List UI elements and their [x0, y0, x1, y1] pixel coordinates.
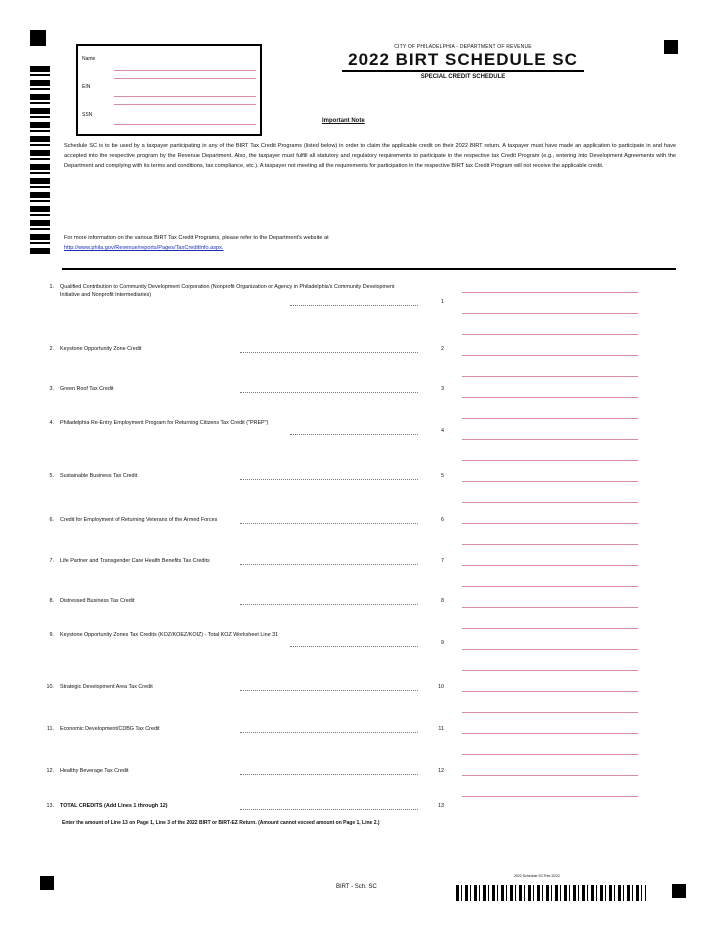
form-code: BIRT - Sch. SC	[336, 884, 377, 890]
line-description: Healthy Beverage Tax Credit	[60, 768, 129, 774]
title-rule	[342, 70, 584, 72]
vertical-barcode	[30, 66, 50, 254]
more-info	[64, 233, 676, 253]
line-ref-number: 10	[438, 684, 444, 690]
dot-leader	[240, 564, 418, 565]
line-description: Sustainable Business Tax Credit	[60, 473, 138, 479]
line-description: Credit for Employment of Returning Veterans of the Armed Forces	[60, 517, 218, 523]
dot-leader	[240, 479, 418, 480]
line-number: 7.	[49, 558, 54, 564]
line-number: 4.	[49, 420, 54, 426]
registration-mark-bottom-right	[672, 884, 686, 898]
amount-entry-line[interactable]	[462, 397, 638, 398]
more-info-text: For more information on the various BIRT Tax Credit Programs, please refer to the Department's website at	[64, 235, 329, 241]
bottom-barcode	[456, 885, 646, 901]
line-number: 12.	[46, 768, 54, 774]
amount-entry-line[interactable]	[462, 439, 638, 440]
line-description: Life Partner and Transgender Care Health Benefits Tax Credits	[60, 558, 210, 564]
notice-body: Schedule SC is to be used by a taxpayer participating in any of the BIRT Tax Credit Programs (listed below) in order to claim the applicable credit on their 2022 BIRT return. A taxpayer must have made an application to participate in and have accepted into the respective program by the Revenue Department. Also, the taxpayer must fulfill all statutory and regulatory requirements to participate in the respective tax Credit Program (e.g., entering into Development Agreements with the Department and complying with its terms and conditions, tax compliance, etc.). A taxpayer not meeting all the requirements for participation in the respective BIRT tax Credit Program will not receive the applicable credit.	[64, 143, 676, 169]
dot-leader	[240, 732, 418, 733]
dot-leader	[240, 809, 418, 810]
dot-leader	[290, 434, 418, 435]
line-ref-number: 8	[441, 598, 444, 604]
form-header	[330, 44, 596, 80]
revision-label: 2022 Schedule SC Rev.10/22	[514, 874, 560, 878]
dot-leader	[240, 690, 418, 691]
registration-mark-top-left	[30, 30, 46, 46]
line-ref-number: 11	[438, 726, 444, 732]
dot-leader	[240, 523, 418, 524]
amount-entry-line[interactable]	[462, 607, 638, 608]
amount-entry-line[interactable]	[462, 586, 638, 587]
line-description: Distressed Business Tax Credit	[60, 598, 135, 604]
form-subtitle: SPECIAL CREDIT SCHEDULE	[420, 74, 506, 80]
line-ref-number: 9	[441, 639, 444, 646]
ein-line[interactable]	[114, 96, 256, 97]
line-ref-number: 1	[441, 299, 444, 305]
line-ref-number: 6	[441, 517, 444, 523]
amount-entry-line[interactable]	[462, 355, 638, 356]
agency-name: CITY OF PHILADELPHIA - DEPARTMENT OF REVENUE	[394, 44, 532, 50]
amount-entry-line[interactable]	[462, 481, 638, 482]
amount-entry-line[interactable]	[462, 775, 638, 776]
line-description: Philadelphia Re-Entry Employment Program for Returning Citizens Tax Credit ("PREP")	[60, 420, 269, 426]
amount-entry-line[interactable]	[462, 754, 638, 755]
line-description: Green Roof Tax Credit	[60, 386, 114, 392]
line-description: Qualified Contribution to Community Development Corporation (Nonprofit Organization or Agency in Philadelphia's Community Development Initiative and Nonprofit Intermediaries)	[60, 284, 395, 298]
amount-entry-line[interactable]	[462, 523, 638, 524]
amount-entry-line[interactable]	[462, 628, 638, 629]
line-description: Strategic Development Area Tax Credit	[60, 684, 153, 690]
line-ref-number: 4	[441, 427, 444, 434]
line-ref-number: 3	[441, 386, 444, 392]
line-ref-number: 7	[441, 558, 444, 564]
dot-leader	[290, 305, 418, 306]
amount-entry-line[interactable]	[462, 649, 638, 650]
amount-entry-line[interactable]	[462, 733, 638, 734]
amount-entry-line[interactable]	[462, 292, 638, 293]
dot-leader	[240, 774, 418, 775]
line-number: 1.	[49, 284, 54, 290]
amount-entry-line[interactable]	[462, 796, 638, 797]
dot-leader	[240, 352, 418, 353]
ssn-line[interactable]	[114, 124, 256, 125]
line-ref-number: 5	[441, 473, 444, 479]
amount-entry-line[interactable]	[462, 334, 638, 335]
name-line-2[interactable]	[114, 78, 256, 79]
notice-heading: Important Note	[322, 118, 365, 124]
line-description: Keystone Opportunity Zones Tax Credits (KOZ/KOEZ/KOIZ) - Total KOZ Worksheet Line 31	[60, 632, 279, 638]
line-description: Keystone Opportunity Zone Credit	[60, 346, 142, 352]
amount-entry-line[interactable]	[462, 712, 638, 713]
line-ref-number: 13	[438, 803, 444, 809]
line-number: 10.	[46, 684, 54, 690]
line-number: 5.	[49, 473, 54, 479]
amount-entry-line[interactable]	[462, 418, 638, 419]
dot-leader	[240, 604, 418, 605]
taxpayer-id-box	[76, 44, 262, 136]
line-description: Economic Development/CDBG Tax Credit	[60, 726, 160, 732]
section-divider	[62, 268, 676, 270]
amount-entry-line[interactable]	[462, 502, 638, 503]
registration-mark-top-right	[664, 40, 678, 54]
amount-entry-line[interactable]	[462, 376, 638, 377]
line-number: 3.	[49, 386, 54, 392]
form-title: 2022 BIRT SCHEDULE SC	[348, 50, 578, 69]
dot-leader	[290, 646, 418, 647]
line-number: 9.	[49, 632, 54, 638]
amount-entry-line[interactable]	[462, 565, 638, 566]
line-number: 8.	[49, 598, 54, 604]
line-number: 6.	[49, 517, 54, 523]
name-line-1[interactable]	[114, 70, 256, 71]
amount-entry-line[interactable]	[462, 691, 638, 692]
ssn-label: SSN	[82, 112, 93, 118]
line-number: 11.	[46, 726, 54, 732]
line-number: 2.	[49, 346, 54, 352]
ein-label: EIN	[82, 84, 91, 90]
line-13-instruction: Enter the amount of Line 13 on Page 1, Line 3 of the 2022 BIRT or BIRT-EZ Return. (Amount cannot exceed amount on Page 1, Line 2.)	[62, 820, 380, 826]
amount-entry-line[interactable]	[462, 460, 638, 461]
amount-entry-line[interactable]	[462, 544, 638, 545]
department-website-link[interactable]: http://www.phila.gov/Revenue/reports/Pages/TaxCreditInfo.aspx.	[64, 245, 224, 251]
amount-entry-line[interactable]	[462, 670, 638, 671]
line-description: TOTAL CREDITS (Add Lines 1 through 12)	[60, 803, 168, 809]
registration-mark-bottom-left	[40, 876, 54, 890]
line-ref-number: 2	[441, 346, 444, 352]
line-number: 13.	[46, 803, 54, 809]
ein-line-2[interactable]	[114, 104, 256, 105]
line-ref-number: 12	[438, 768, 444, 774]
name-label: Name	[82, 56, 96, 62]
amount-entry-line[interactable]	[462, 313, 638, 314]
dot-leader	[240, 392, 418, 393]
